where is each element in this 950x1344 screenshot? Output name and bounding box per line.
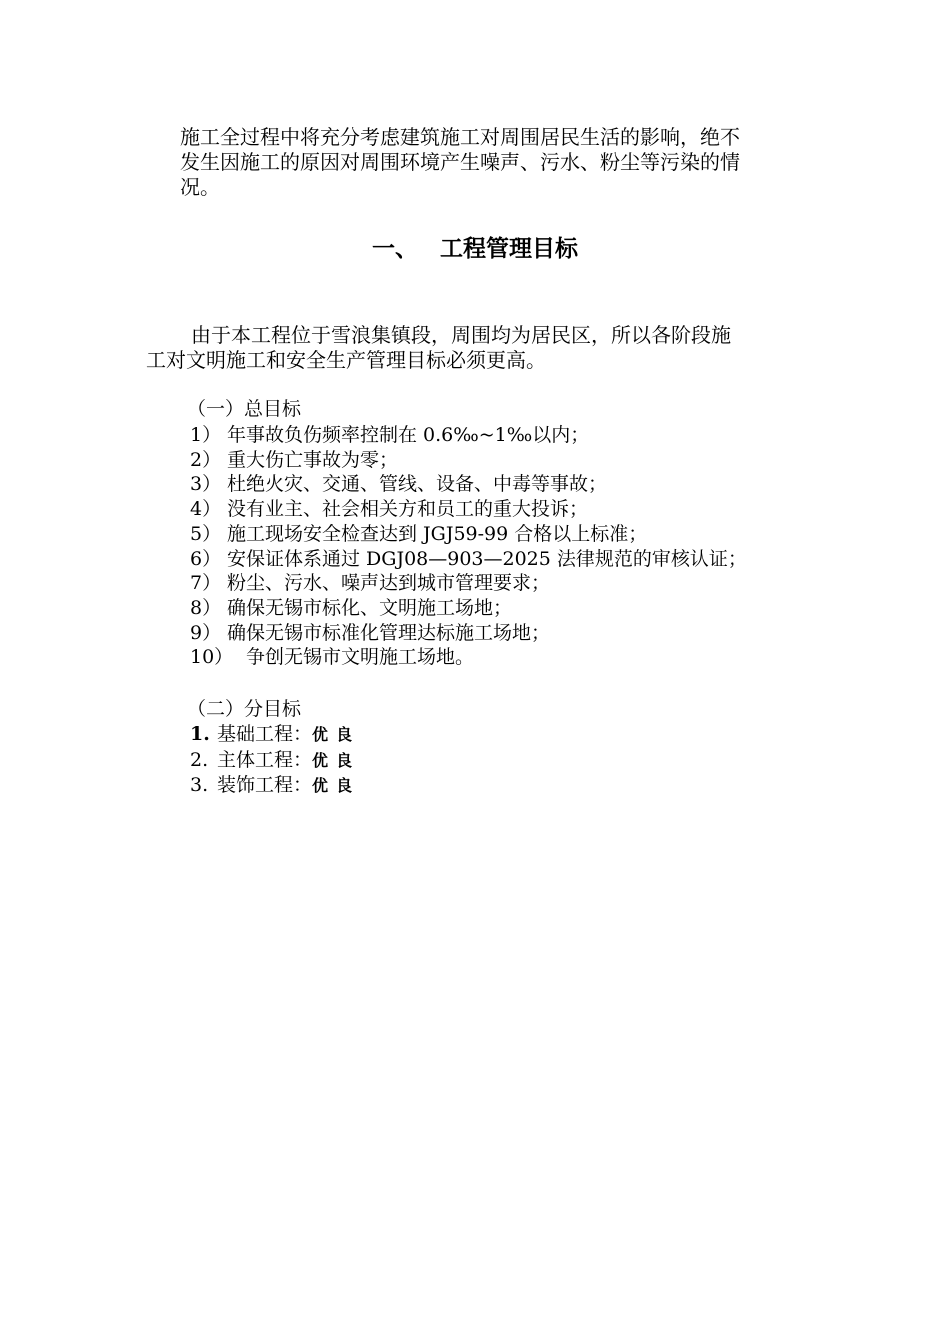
section-number: 一、 (372, 236, 418, 262)
list-item: 6） 安保证体系通过 DGJ08—903—2025 法律规范的审核认证； (190, 547, 747, 570)
list-item: 2. 主体工程：优良 (190, 748, 361, 771)
list-item: 1） 年事故负伤频率控制在 0.6‰~1‰以内； (190, 424, 590, 446)
intro-line: 发生因施工的原因对周围环境产生噪声、污水、粉尘等污染的情 (180, 150, 740, 174)
list-item: 3. 装饰工程：优良 (190, 774, 361, 796)
body-line: 工对文明施工和安全生产管理目标必须更高。 (146, 348, 546, 372)
intro-paragraph (180, 125, 740, 200)
intro-line: 施工全过程中将充分考虑建筑施工对周围居民生活的影响，绝不 (180, 125, 740, 149)
sub-goal-list (190, 722, 360, 799)
grade-label: 优良 (312, 776, 361, 795)
section-title: 工程管理目标 (440, 236, 578, 262)
list-item: 5） 施工现场安全检查达到 JGJ59-99 合格以上标准； (190, 522, 648, 545)
intro-line: 况。 (180, 175, 220, 199)
list-item: 8） 确保无锡市标化、文明施工场地； (190, 596, 513, 619)
overall-goal-heading: （一）总目标 (187, 398, 302, 420)
grade-label: 优良 (312, 725, 361, 744)
list-item: 2） 重大伤亡事故为零； (190, 448, 399, 471)
list-item: 1. 基础工程：优良 (190, 723, 361, 745)
overall-goal-list (190, 423, 747, 670)
list-item: 4） 没有业主、社会相关方和员工的重大投诉； (190, 498, 589, 521)
body-paragraph (146, 323, 731, 373)
list-item: 7） 粉尘、污水、噪声达到城市管理要求； (190, 572, 551, 595)
sub-goal-heading: （二）分目标 (187, 698, 302, 720)
section-heading (0, 234, 950, 264)
list-item: 9） 确保无锡市标准化管理达标施工场地； (190, 621, 551, 644)
list-item: 10） 争创无锡市文明施工场地。 (190, 646, 475, 669)
grade-label: 优良 (312, 750, 361, 770)
body-line: 由于本工程位于雪浪集镇段，周围均为居民区，所以各阶段施 (191, 323, 731, 347)
list-item: 3） 杜绝火灾、交通、管线、设备、中毒等事故； (190, 473, 608, 496)
